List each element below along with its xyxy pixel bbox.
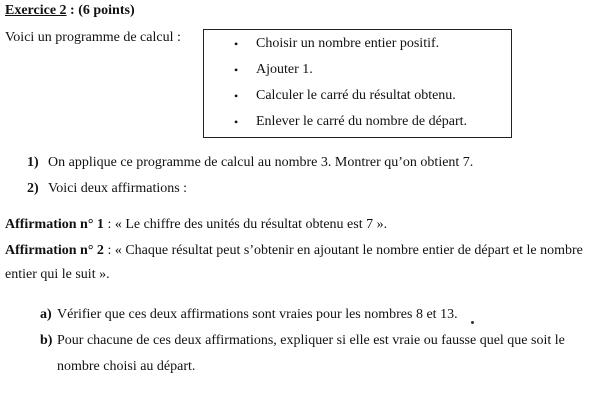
question-1-text: On applique ce programme de calcul au nombre 3. Montrer qu’on obtient 7. (48, 155, 474, 170)
bullet-icon: • (234, 63, 239, 77)
affirmation-2-continuation: entier qui le suit ». (5, 267, 110, 282)
subquestion-a-text: Vérifier que ces deux affirmations sont vraies pour les nombres 8 et 13. (57, 307, 458, 322)
affirmation-2 (5, 242, 583, 260)
bullet-icon: • (234, 115, 239, 129)
affirmation-2-text: : « Chaque résultat peut s’obtenir en ajoutant le nombre entier de départ et le nombre (103, 243, 583, 258)
affirmation-1 (5, 216, 387, 234)
affirmation-2-label: Affirmation n° 2 (5, 243, 104, 258)
bullet-icon: • (234, 37, 239, 51)
exercise-title (5, 2, 135, 20)
affirmation-1-text: : « Le chiffre des unités du résultat obtenu est 7 ». (103, 217, 388, 232)
question-1-number: 1) (27, 155, 39, 170)
exercise-points: : (6 points) (66, 3, 135, 18)
program-step (234, 61, 313, 79)
question-2-text: Voici deux affirmations : (48, 181, 188, 196)
question-2-number: 2) (27, 181, 39, 196)
subquestion-b-letter: b) (40, 333, 53, 348)
affirmation-1-label: Affirmation n° 1 (5, 217, 104, 232)
exercise-label: Exercice 2 (5, 3, 67, 18)
intro-text: Voici un programme de calcul : (5, 30, 181, 45)
program-step-text: Ajouter 1. (256, 62, 313, 77)
program-step (234, 87, 456, 105)
subquestion-b-text: Pour chacune de ces deux affirmations, expliquer si elle est vraie ou fausse quel que soit le (57, 333, 565, 348)
program-step-text: Calculer le carré du résultat obtenu. (256, 88, 456, 103)
subquestion-b-continuation: nombre choisi au départ. (57, 359, 196, 374)
program-box (203, 29, 512, 138)
program-step (234, 35, 440, 53)
program-step (234, 113, 468, 131)
ink-dot (471, 321, 474, 324)
bullet-icon: • (234, 89, 239, 103)
subquestion-a-letter: a) (40, 307, 52, 322)
program-step-text: Enlever le carré du nombre de départ. (256, 114, 468, 129)
program-step-text: Choisir un nombre entier positif. (256, 36, 440, 51)
